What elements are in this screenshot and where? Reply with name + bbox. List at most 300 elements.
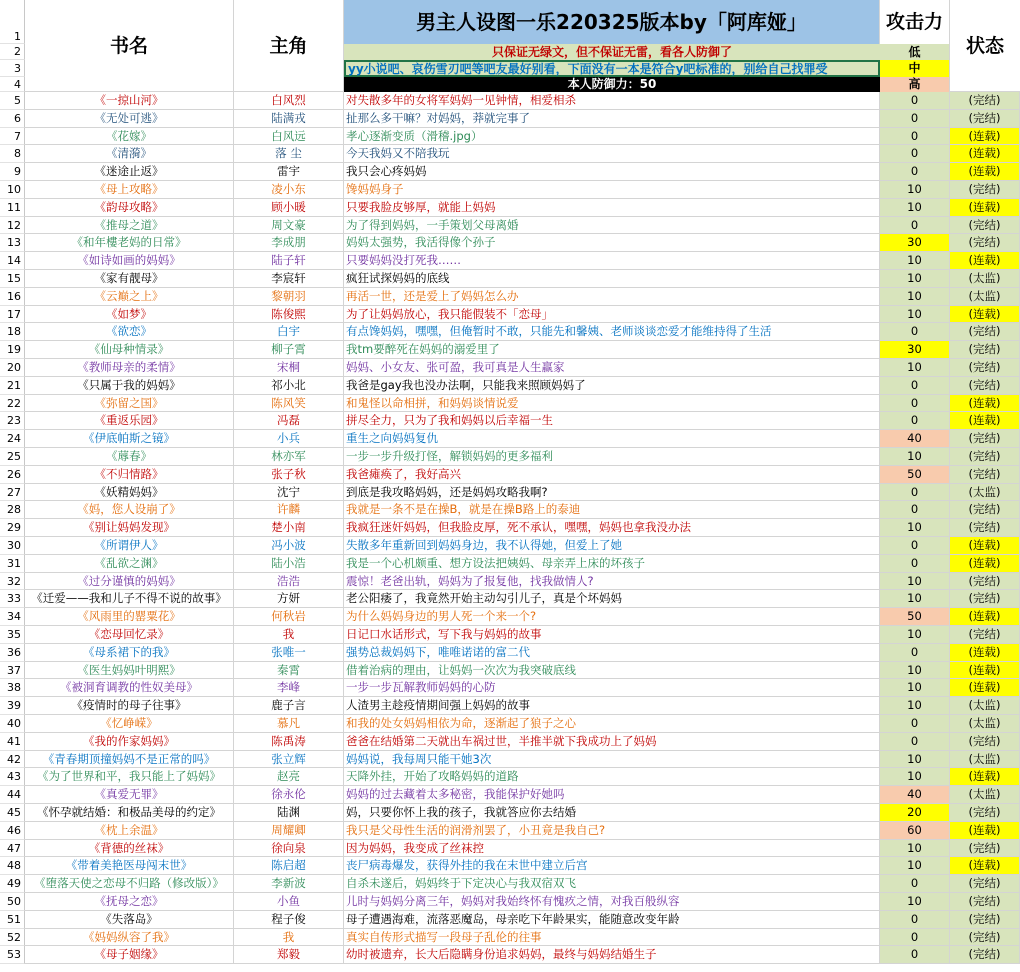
status-cell[interactable]: (太监) [950, 288, 1020, 306]
note-blue-cell[interactable] [344, 60, 880, 77]
book-title-cell[interactable]: 《蓐春》 [25, 448, 234, 466]
lead-name-cell[interactable]: 周耀卿 [234, 822, 344, 840]
lead-name-cell[interactable]: 白风远 [234, 128, 344, 146]
status-cell[interactable]: (太监) [950, 270, 1020, 288]
lead-name-cell[interactable]: 我 [234, 929, 344, 947]
lead-name-cell[interactable]: 慕凡 [234, 715, 344, 733]
row-number[interactable]: 20 [0, 359, 25, 377]
table-row[interactable] [25, 626, 1020, 644]
table-row[interactable] [25, 199, 1020, 217]
lead-name-cell[interactable]: 李新波 [234, 875, 344, 893]
attack-cell[interactable]: 30 [880, 234, 950, 252]
table-row[interactable] [25, 323, 1020, 341]
table-row[interactable] [25, 893, 1020, 911]
lead-name-cell[interactable]: 陈启超 [234, 857, 344, 875]
book-title-cell[interactable]: 《教师母亲的柔情》 [25, 359, 234, 377]
book-title-cell[interactable]: 《欲恋》 [25, 323, 234, 341]
row-number[interactable]: 36 [0, 644, 25, 662]
book-title-cell[interactable]: 《恋母回忆录》 [25, 626, 234, 644]
status-cell[interactable]: (连载) [950, 252, 1020, 270]
lead-name-cell[interactable]: 李成朋 [234, 234, 344, 252]
table-row[interactable] [25, 430, 1020, 448]
table-row[interactable] [25, 163, 1020, 181]
description-cell[interactable]: 我疯狂迷奸妈妈，但我脸皮厚，死不承认，嘿嘿，妈妈也拿我没办法 [344, 519, 880, 537]
table-row[interactable] [25, 751, 1020, 769]
row-number[interactable]: 49 [0, 875, 25, 893]
row-number[interactable]: 16 [0, 288, 25, 306]
attack-cell[interactable]: 0 [880, 395, 950, 413]
status-cell[interactable]: (完结) [950, 341, 1020, 359]
status-cell[interactable]: (完结) [950, 359, 1020, 377]
book-title-cell[interactable]: 《花嫁》 [25, 128, 234, 146]
attack-cell[interactable]: 0 [880, 555, 950, 573]
attack-cell[interactable]: 0 [880, 733, 950, 751]
attack-cell[interactable]: 0 [880, 377, 950, 395]
status-cell[interactable]: (连载) [950, 199, 1020, 217]
level-low-cell[interactable] [880, 44, 950, 60]
book-title-cell[interactable]: 《迷途止返》 [25, 163, 234, 181]
book-title-cell[interactable]: 《迁爱——我和儿子不得不说的故事》 [25, 590, 234, 608]
status-cell[interactable]: (完结) [950, 323, 1020, 341]
row-number[interactable]: 10 [0, 181, 25, 199]
table-row[interactable] [25, 519, 1020, 537]
description-cell[interactable]: 我tm要醉死在妈妈的溺爱里了 [344, 341, 880, 359]
description-cell[interactable]: 儿时与妈妈分离三年，妈妈对我始终怀有愧疚之情，对我百般纵容 [344, 893, 880, 911]
attack-cell[interactable]: 0 [880, 715, 950, 733]
book-title-cell[interactable]: 《医生妈妈叶明熙》 [25, 662, 234, 680]
lead-name-cell[interactable]: 陈禹涛 [234, 733, 344, 751]
lead-name-cell[interactable]: 程子俊 [234, 911, 344, 929]
lead-name-cell[interactable]: 鹿子言 [234, 697, 344, 715]
attack-cell[interactable]: 50 [880, 608, 950, 626]
description-cell[interactable]: 天降外挂，开始了攻略妈妈的道路 [344, 768, 880, 786]
lead-name-cell[interactable]: 张立辉 [234, 751, 344, 769]
table-row[interactable] [25, 946, 1020, 964]
lead-name-cell[interactable]: 雷宇 [234, 163, 344, 181]
note-red-cell[interactable] [344, 44, 880, 60]
book-title-cell[interactable]: 《清漪》 [25, 145, 234, 163]
row-number[interactable]: 47 [0, 840, 25, 858]
attack-cell[interactable]: 0 [880, 110, 950, 128]
description-cell[interactable]: 孝心逐渐变质（滑稽.jpg） [344, 128, 880, 146]
lead-name-cell[interactable]: 白风烈 [234, 92, 344, 110]
book-title-cell[interactable]: 《真爱无罪》 [25, 786, 234, 804]
description-cell[interactable]: 重生之向妈妈复仇 [344, 430, 880, 448]
table-row[interactable] [25, 840, 1020, 858]
sheet-title-cell[interactable] [344, 0, 880, 44]
description-cell[interactable]: 扯那么多干嘛？对妈妈，莽就完事了 [344, 110, 880, 128]
attack-cell[interactable]: 10 [880, 252, 950, 270]
row-number[interactable]: 42 [0, 751, 25, 769]
row-number[interactable]: 5 [0, 92, 25, 110]
lead-name-cell[interactable]: 冯小波 [234, 537, 344, 555]
status-cell[interactable]: (完结) [950, 519, 1020, 537]
row-number[interactable]: 32 [0, 573, 25, 591]
attack-cell[interactable]: 40 [880, 786, 950, 804]
lead-name-cell[interactable]: 凌小东 [234, 181, 344, 199]
description-cell[interactable]: 人渣男主趁疫情期间强上妈妈的故事 [344, 697, 880, 715]
table-row[interactable] [25, 145, 1020, 163]
description-cell[interactable]: 自杀未遂后，妈妈终于下定决心与我双宿双飞 [344, 875, 880, 893]
row-number[interactable]: 40 [0, 715, 25, 733]
book-title-cell[interactable]: 《为了世界和平，我只能上了妈妈》 [25, 768, 234, 786]
attack-cell[interactable]: 10 [880, 840, 950, 858]
lead-name-cell[interactable]: 李宸轩 [234, 270, 344, 288]
row-number[interactable]: 52 [0, 929, 25, 947]
book-title-cell[interactable]: 《堕落天使之恋母不归路（修改版）》 [25, 875, 234, 893]
row-number[interactable]: 44 [0, 786, 25, 804]
table-row[interactable] [25, 395, 1020, 413]
row-number[interactable]: 23 [0, 412, 25, 430]
description-cell[interactable]: 为了得到妈妈，一手策划父母离婚 [344, 217, 880, 235]
status-cell[interactable]: (完结) [950, 590, 1020, 608]
table-row[interactable] [25, 822, 1020, 840]
description-cell[interactable]: 震惊！老爸出轨，妈妈为了报复他，找我做情人? [344, 573, 880, 591]
status-cell[interactable]: (完结) [950, 911, 1020, 929]
lead-name-cell[interactable]: 陆子轩 [234, 252, 344, 270]
lead-name-cell[interactable]: 许麟 [234, 501, 344, 519]
lead-name-cell[interactable]: 方妍 [234, 590, 344, 608]
status-cell[interactable]: (完结) [950, 181, 1020, 199]
table-row[interactable] [25, 448, 1020, 466]
level-high-cell[interactable] [880, 77, 950, 92]
book-title-cell[interactable]: 《妖精妈妈》 [25, 484, 234, 502]
lead-name-cell[interactable]: 楚小南 [234, 519, 344, 537]
table-row[interactable] [25, 252, 1020, 270]
lead-name-cell[interactable]: 宋桐 [234, 359, 344, 377]
table-row[interactable] [25, 128, 1020, 146]
description-cell[interactable]: 幼时被遗弃，长大后隐瞒身份追求妈妈，最终与妈妈结婚生子 [344, 946, 880, 964]
lead-name-cell[interactable]: 何秋岩 [234, 608, 344, 626]
book-title-cell[interactable]: 《疫情时的母子往事》 [25, 697, 234, 715]
status-cell[interactable]: (完结) [950, 893, 1020, 911]
lead-name-cell[interactable]: 周文豪 [234, 217, 344, 235]
row-number[interactable]: 26 [0, 466, 25, 484]
description-cell[interactable]: 今天我妈又不陪我玩 [344, 145, 880, 163]
description-cell[interactable]: 对失散多年的女将军妈妈一见钟情，相爱相杀 [344, 92, 880, 110]
description-cell[interactable]: 为什么妈妈身边的男人死一个来一个? [344, 608, 880, 626]
description-cell[interactable]: 一步一步瓦解教师妈妈的心防 [344, 679, 880, 697]
row-number[interactable]: 28 [0, 501, 25, 519]
table-row[interactable] [25, 537, 1020, 555]
lead-name-cell[interactable]: 徐永伦 [234, 786, 344, 804]
row-number[interactable]: 21 [0, 377, 25, 395]
row-number[interactable]: 15 [0, 270, 25, 288]
table-row[interactable] [25, 234, 1020, 252]
table-row[interactable] [25, 288, 1020, 306]
lead-name-cell[interactable]: 冯磊 [234, 412, 344, 430]
attack-cell[interactable]: 0 [880, 163, 950, 181]
description-cell[interactable]: 强势总裁妈妈下，唯唯诺诺的富二代 [344, 644, 880, 662]
lead-name-cell[interactable]: 顾小暖 [234, 199, 344, 217]
description-cell[interactable]: 疯狂试探妈妈的底线 [344, 270, 880, 288]
level-mid-cell[interactable] [880, 60, 950, 77]
book-title-cell[interactable]: 《韵母攻略》 [25, 199, 234, 217]
lead-name-cell[interactable]: 陆渊 [234, 804, 344, 822]
table-row[interactable] [25, 662, 1020, 680]
description-cell[interactable]: 拼尽全力，只为了我和妈妈以后幸福一生 [344, 412, 880, 430]
row-number[interactable]: 4 [0, 77, 25, 92]
row-number[interactable]: 17 [0, 306, 25, 324]
table-row[interactable] [25, 484, 1020, 502]
status-cell[interactable]: (连载) [950, 537, 1020, 555]
table-row[interactable] [25, 306, 1020, 324]
row-number[interactable]: 35 [0, 626, 25, 644]
lead-name-cell[interactable]: 郑毅 [234, 946, 344, 964]
book-title-cell[interactable]: 《怀孕就结婚：和极品美母的约定》 [25, 804, 234, 822]
row-number[interactable]: 13 [0, 234, 25, 252]
attack-cell[interactable]: 10 [880, 590, 950, 608]
row-number[interactable]: 43 [0, 768, 25, 786]
book-title-cell[interactable]: 《背德的丝袜》 [25, 840, 234, 858]
lead-name-cell[interactable]: 柳子霄 [234, 341, 344, 359]
row-number[interactable]: 30 [0, 537, 25, 555]
book-title-cell[interactable]: 《青春期顶撞妈妈不是正常的吗》 [25, 751, 234, 769]
row-number[interactable]: 8 [0, 145, 25, 163]
row-number[interactable]: 50 [0, 893, 25, 911]
table-row[interactable] [25, 911, 1020, 929]
status-cell[interactable]: (完结) [950, 840, 1020, 858]
status-cell[interactable]: (连载) [950, 412, 1020, 430]
attack-cell[interactable]: 10 [880, 662, 950, 680]
status-cell[interactable]: (连载) [950, 145, 1020, 163]
table-row[interactable] [25, 181, 1020, 199]
book-title-cell[interactable]: 《如诗如画的妈妈》 [25, 252, 234, 270]
book-title-cell[interactable]: 《无处可逃》 [25, 110, 234, 128]
table-row[interactable] [25, 679, 1020, 697]
lead-name-cell[interactable]: 祁小北 [234, 377, 344, 395]
row-number[interactable]: 7 [0, 128, 25, 146]
attack-cell[interactable]: 10 [880, 573, 950, 591]
row-number[interactable]: 18 [0, 323, 25, 341]
table-row[interactable] [25, 501, 1020, 519]
book-title-cell[interactable]: 《乱欲之渊》 [25, 555, 234, 573]
table-row[interactable] [25, 341, 1020, 359]
status-cell[interactable]: (完结) [950, 92, 1020, 110]
table-row[interactable] [25, 929, 1020, 947]
description-cell[interactable]: 爸爸在结婚第二天就出车祸过世，半推半就下我成功上了妈妈 [344, 733, 880, 751]
book-title-cell[interactable]: 《所谓伊人》 [25, 537, 234, 555]
lead-name-cell[interactable]: 沈宁 [234, 484, 344, 502]
table-row[interactable] [25, 573, 1020, 591]
status-cell[interactable]: (完结) [950, 804, 1020, 822]
description-cell[interactable]: 妈妈、小女友、张可盈，我可真是人生赢家 [344, 359, 880, 377]
header-attack-cell[interactable] [880, 0, 950, 44]
description-cell[interactable]: 丧尸病毒爆发，获得外挂的我在末世中建立后宫 [344, 857, 880, 875]
row-number[interactable]: 31 [0, 555, 25, 573]
status-cell[interactable]: (太监) [950, 715, 1020, 733]
row-number[interactable]: 48 [0, 857, 25, 875]
attack-cell[interactable]: 10 [880, 626, 950, 644]
book-title-cell[interactable]: 《带着美艳医母闯末世》 [25, 857, 234, 875]
description-cell[interactable]: 再活一世，还是爱上了妈妈怎么办 [344, 288, 880, 306]
lead-name-cell[interactable]: 徐向泉 [234, 840, 344, 858]
row-number[interactable]: 12 [0, 217, 25, 235]
lead-name-cell[interactable]: 落 尘 [234, 145, 344, 163]
book-title-cell[interactable]: 《母系裙下的我》 [25, 644, 234, 662]
book-title-cell[interactable]: 《和年樓老妈的日常》 [25, 234, 234, 252]
status-cell[interactable]: (太监) [950, 786, 1020, 804]
attack-cell[interactable]: 10 [880, 448, 950, 466]
attack-cell[interactable]: 0 [880, 946, 950, 964]
book-title-cell[interactable]: 《只属于我的妈妈》 [25, 377, 234, 395]
status-cell[interactable]: (连载) [950, 679, 1020, 697]
row-number[interactable]: 53 [0, 946, 25, 964]
table-row[interactable] [25, 697, 1020, 715]
book-title-cell[interactable]: 《不归情路》 [25, 466, 234, 484]
lead-name-cell[interactable]: 张子秋 [234, 466, 344, 484]
description-cell[interactable]: 只要妈妈没打死我…… [344, 252, 880, 270]
attack-cell[interactable]: 10 [880, 768, 950, 786]
attack-cell[interactable]: 10 [880, 893, 950, 911]
attack-cell[interactable]: 10 [880, 270, 950, 288]
table-row[interactable] [25, 555, 1020, 573]
attack-cell[interactable]: 10 [880, 359, 950, 377]
table-row[interactable] [25, 270, 1020, 288]
lead-name-cell[interactable]: 陆小浩 [234, 555, 344, 573]
description-cell[interactable]: 妈妈说，我每周只能干她3次 [344, 751, 880, 769]
attack-cell[interactable]: 0 [880, 128, 950, 146]
table-row[interactable] [25, 377, 1020, 395]
row-number[interactable]: 34 [0, 608, 25, 626]
book-title-cell[interactable]: 《妈妈纵容了我》 [25, 929, 234, 947]
table-row[interactable] [25, 733, 1020, 751]
attack-cell[interactable]: 0 [880, 412, 950, 430]
book-title-cell[interactable]: 《抚母之恋》 [25, 893, 234, 911]
description-cell[interactable]: 馋妈妈身子 [344, 181, 880, 199]
status-cell[interactable]: (完结) [950, 466, 1020, 484]
description-cell[interactable]: 我只是父母性生活的润滑剂罢了，小丑竟是我自己? [344, 822, 880, 840]
description-cell[interactable]: 我是一个心机颇重、想方设法把姨妈、母亲弄上床的坏孩子 [344, 555, 880, 573]
attack-cell[interactable]: 10 [880, 679, 950, 697]
row-number[interactable]: 46 [0, 822, 25, 840]
book-title-cell[interactable]: 《一掠山河》 [25, 92, 234, 110]
status-cell[interactable]: (太监) [950, 751, 1020, 769]
table-row[interactable] [25, 857, 1020, 875]
attack-cell[interactable]: 0 [880, 537, 950, 555]
attack-cell[interactable]: 40 [880, 430, 950, 448]
book-title-cell[interactable]: 《过分谨慎的妈妈》 [25, 573, 234, 591]
table-row[interactable] [25, 608, 1020, 626]
status-cell[interactable]: (太监) [950, 697, 1020, 715]
attack-cell[interactable]: 10 [880, 751, 950, 769]
row-number[interactable]: 19 [0, 341, 25, 359]
attack-cell[interactable]: 10 [880, 288, 950, 306]
attack-cell[interactable]: 0 [880, 484, 950, 502]
attack-cell[interactable]: 50 [880, 466, 950, 484]
description-cell[interactable]: 老公阳痿了，我竟然开始主动勾引儿子，真是个坏妈妈 [344, 590, 880, 608]
description-cell[interactable]: 到底是我攻略妈妈，还是妈妈攻略我啊? [344, 484, 880, 502]
description-cell[interactable]: 妈妈太强势，我活得像个孙子 [344, 234, 880, 252]
status-cell[interactable]: (连载) [950, 608, 1020, 626]
description-cell[interactable]: 母子遭遇海难，流落恶魔岛，母亲吃下年龄果实，能随意改变年龄 [344, 911, 880, 929]
attack-cell[interactable]: 10 [880, 857, 950, 875]
lead-name-cell[interactable]: 张唯一 [234, 644, 344, 662]
attack-cell[interactable]: 60 [880, 822, 950, 840]
lead-name-cell[interactable]: 林亦军 [234, 448, 344, 466]
row-number[interactable]: 25 [0, 448, 25, 466]
attack-cell[interactable]: 0 [880, 501, 950, 519]
status-cell[interactable]: (完结) [950, 946, 1020, 964]
description-cell[interactable]: 妈妈的过去藏着太多秘密，我能保护好她吗 [344, 786, 880, 804]
description-cell[interactable]: 日记口水话形式，写下我与妈妈的故事 [344, 626, 880, 644]
book-title-cell[interactable]: 《推母之道》 [25, 217, 234, 235]
lead-name-cell[interactable]: 李峰 [234, 679, 344, 697]
table-row[interactable] [25, 875, 1020, 893]
status-cell[interactable]: (完结) [950, 626, 1020, 644]
row-number[interactable]: 24 [0, 430, 25, 448]
description-cell[interactable]: 只要我脸皮够厚，就能上妈妈 [344, 199, 880, 217]
status-cell[interactable]: (完结) [950, 377, 1020, 395]
row-number[interactable]: 38 [0, 679, 25, 697]
header-book-cell[interactable] [25, 0, 234, 92]
book-title-cell[interactable]: 《云巅之上》 [25, 288, 234, 306]
description-cell[interactable]: 我爸是gay我也没办法啊，只能我来照顾妈妈了 [344, 377, 880, 395]
row-number[interactable]: 39 [0, 697, 25, 715]
row-number[interactable]: 3 [0, 60, 25, 77]
status-cell[interactable]: (连载) [950, 306, 1020, 324]
table-row[interactable] [25, 466, 1020, 484]
row-number[interactable]: 11 [0, 199, 25, 217]
row-number[interactable]: 22 [0, 395, 25, 413]
status-cell[interactable]: (连载) [950, 395, 1020, 413]
book-title-cell[interactable]: 《母子姻缘》 [25, 946, 234, 964]
attack-cell[interactable]: 0 [880, 911, 950, 929]
row-number[interactable]: 41 [0, 733, 25, 751]
description-cell[interactable]: 我就是一条不是在操B，就是在操B路上的泰迪 [344, 501, 880, 519]
row-number[interactable]: 33 [0, 590, 25, 608]
book-title-cell[interactable]: 《别让妈妈发现》 [25, 519, 234, 537]
status-cell[interactable]: (完结) [950, 110, 1020, 128]
description-cell[interactable]: 和鬼怪以命相拼，和妈妈谈情说爱 [344, 395, 880, 413]
table-row[interactable] [25, 644, 1020, 662]
table-row[interactable] [25, 412, 1020, 430]
status-cell[interactable]: (连载) [950, 822, 1020, 840]
row-number[interactable]: 37 [0, 662, 25, 680]
row-number[interactable]: 27 [0, 484, 25, 502]
status-cell[interactable]: (太监) [950, 484, 1020, 502]
book-title-cell[interactable]: 《忆峥嵘》 [25, 715, 234, 733]
row-number[interactable]: 1 [0, 0, 25, 44]
description-cell[interactable]: 我爸瘫痪了，我好高兴 [344, 466, 880, 484]
attack-cell[interactable]: 0 [880, 145, 950, 163]
lead-name-cell[interactable]: 陈俊熙 [234, 306, 344, 324]
book-title-cell[interactable]: 《我的作家妈妈》 [25, 733, 234, 751]
status-cell[interactable]: (完结) [950, 573, 1020, 591]
row-number[interactable]: 29 [0, 519, 25, 537]
status-cell[interactable]: (完结) [950, 929, 1020, 947]
attack-cell[interactable]: 0 [880, 644, 950, 662]
status-cell[interactable]: (连载) [950, 857, 1020, 875]
table-row[interactable] [25, 359, 1020, 377]
status-cell[interactable]: (连载) [950, 644, 1020, 662]
description-cell[interactable]: 一步一步升级打怪，解锁妈妈的更多福利 [344, 448, 880, 466]
row-number[interactable]: 45 [0, 804, 25, 822]
book-title-cell[interactable]: 《枕上余温》 [25, 822, 234, 840]
attack-cell[interactable]: 0 [880, 217, 950, 235]
attack-cell[interactable]: 10 [880, 697, 950, 715]
lead-name-cell[interactable]: 黎朝羽 [234, 288, 344, 306]
book-title-cell[interactable]: 《重返乐园》 [25, 412, 234, 430]
book-title-cell[interactable]: 《伊底帕斯之镜》 [25, 430, 234, 448]
table-row[interactable] [25, 217, 1020, 235]
attack-cell[interactable]: 10 [880, 519, 950, 537]
attack-cell[interactable]: 0 [880, 92, 950, 110]
header-lead-cell[interactable] [234, 0, 344, 92]
description-cell[interactable]: 失散多年重新回到妈妈身边，我不认得她，但爱上了她 [344, 537, 880, 555]
description-cell[interactable]: 妈，只要你怀上我的孩子，我就答应你去结婚 [344, 804, 880, 822]
attack-cell[interactable]: 10 [880, 181, 950, 199]
